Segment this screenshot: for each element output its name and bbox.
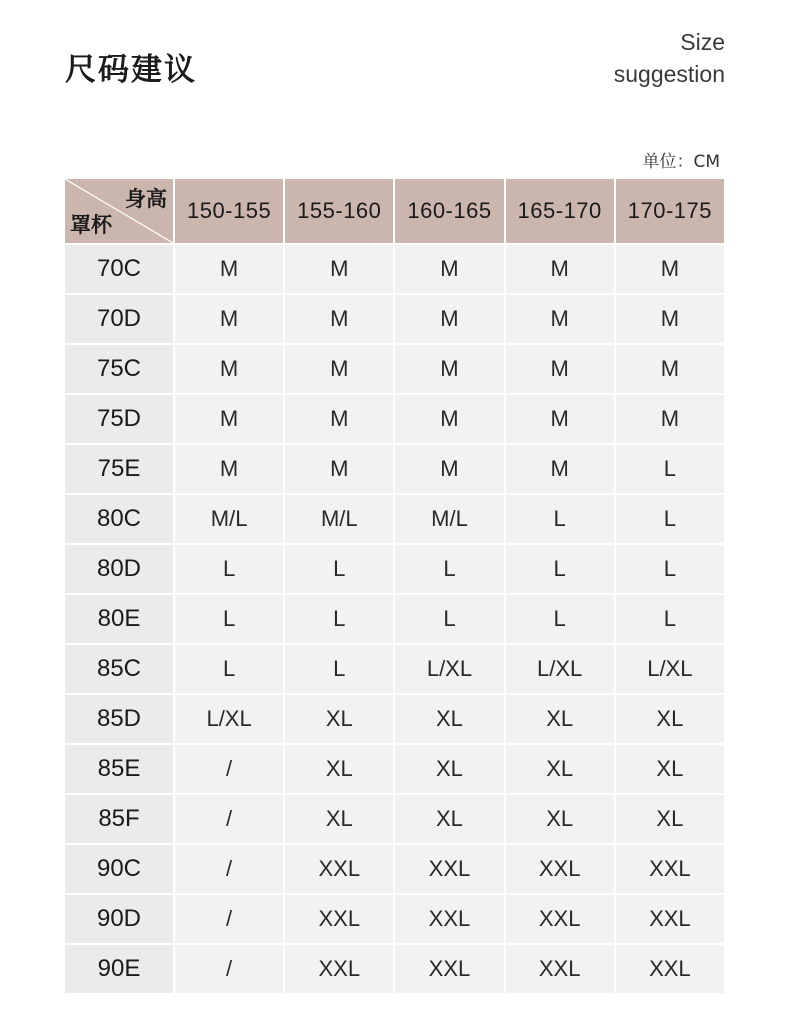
- cup-size-cell: 75D: [65, 395, 173, 443]
- cup-size-cell: 85D: [65, 695, 173, 743]
- table-header-row: [65, 179, 724, 243]
- size-cell: XL: [616, 745, 724, 793]
- size-cell: M: [285, 445, 393, 493]
- column-header: 160-165: [395, 179, 503, 243]
- size-cell: M: [175, 345, 283, 393]
- table-row: [65, 895, 724, 943]
- cup-size-cell: 80E: [65, 595, 173, 643]
- size-cell: M: [506, 395, 614, 443]
- cup-size-cell: 70D: [65, 295, 173, 343]
- column-header: 155-160: [285, 179, 393, 243]
- table-row: [65, 445, 724, 493]
- size-cell: M/L: [175, 495, 283, 543]
- table-row: [65, 695, 724, 743]
- size-cell: L: [175, 595, 283, 643]
- size-cell: XXL: [285, 845, 393, 893]
- size-cell: L: [395, 595, 503, 643]
- size-cell: M: [506, 345, 614, 393]
- size-cell: L: [616, 445, 724, 493]
- table-row: [65, 295, 724, 343]
- size-cell: XL: [506, 695, 614, 743]
- corner-cup-label: 罩杯: [70, 213, 112, 237]
- size-cell: L/XL: [616, 645, 724, 693]
- size-table: [63, 177, 726, 995]
- cup-size-cell: 70C: [65, 245, 173, 293]
- unit-label: 单位：CM: [642, 152, 720, 172]
- size-cell: XXL: [395, 945, 503, 993]
- table-row: [65, 395, 724, 443]
- size-cell: L: [506, 545, 614, 593]
- size-cell: XL: [285, 695, 393, 743]
- size-cell: M: [395, 295, 503, 343]
- size-cell: XXL: [395, 845, 503, 893]
- table-row: [65, 745, 724, 793]
- table-row: [65, 545, 724, 593]
- size-cell: XL: [285, 795, 393, 843]
- size-cell: XXL: [616, 945, 724, 993]
- cup-size-cell: 85C: [65, 645, 173, 693]
- size-cell: XXL: [506, 895, 614, 943]
- size-cell: L/XL: [175, 695, 283, 743]
- size-cell: XL: [616, 695, 724, 743]
- size-cell: XXL: [506, 845, 614, 893]
- size-cell: XL: [616, 795, 724, 843]
- size-cell: M: [506, 295, 614, 343]
- size-cell: M: [175, 245, 283, 293]
- size-cell: L: [616, 595, 724, 643]
- size-cell: XL: [506, 795, 614, 843]
- size-cell: L: [506, 495, 614, 543]
- table-body: [65, 245, 724, 993]
- size-cell: XXL: [506, 945, 614, 993]
- column-header: 150-155: [175, 179, 283, 243]
- cup-size-cell: 90C: [65, 845, 173, 893]
- size-cell: M: [175, 295, 283, 343]
- size-cell: XL: [506, 745, 614, 793]
- size-cell: XL: [395, 695, 503, 743]
- cup-size-cell: 90E: [65, 945, 173, 993]
- table-row: [65, 945, 724, 993]
- cup-size-cell: 80D: [65, 545, 173, 593]
- size-cell: M: [175, 395, 283, 443]
- size-cell: L: [175, 545, 283, 593]
- cup-size-cell: 80C: [65, 495, 173, 543]
- table-row: [65, 795, 724, 843]
- size-cell: L: [395, 545, 503, 593]
- size-cell: M/L: [285, 495, 393, 543]
- size-cell: L: [285, 545, 393, 593]
- size-cell: M: [506, 245, 614, 293]
- cup-size-cell: 85E: [65, 745, 173, 793]
- size-cell: /: [175, 795, 283, 843]
- table-row: [65, 345, 724, 393]
- corner-height-label: 身高: [125, 187, 167, 211]
- cup-size-cell: 85F: [65, 795, 173, 843]
- size-cell: M: [395, 395, 503, 443]
- size-cell: L: [616, 495, 724, 543]
- size-cell: M: [506, 445, 614, 493]
- size-cell: M: [175, 445, 283, 493]
- size-cell: L: [175, 645, 283, 693]
- subtitle-line-1: Size: [680, 29, 725, 55]
- page-subtitle: [614, 26, 725, 90]
- size-cell: L: [285, 645, 393, 693]
- size-cell: M: [616, 345, 724, 393]
- size-cell: M: [285, 245, 393, 293]
- corner-header: [65, 179, 173, 243]
- size-cell: M: [285, 295, 393, 343]
- size-cell: M/L: [395, 495, 503, 543]
- size-cell: XL: [285, 745, 393, 793]
- size-cell: XXL: [395, 895, 503, 943]
- size-cell: XL: [395, 795, 503, 843]
- size-cell: L: [285, 595, 393, 643]
- size-cell: L/XL: [395, 645, 503, 693]
- size-cell: /: [175, 745, 283, 793]
- size-cell: /: [175, 895, 283, 943]
- column-header: 170-175: [616, 179, 724, 243]
- size-cell: L: [616, 545, 724, 593]
- table-row: [65, 245, 724, 293]
- cup-size-cell: 75E: [65, 445, 173, 493]
- size-cell: XXL: [616, 895, 724, 943]
- size-cell: XXL: [285, 945, 393, 993]
- size-cell: M: [616, 295, 724, 343]
- subtitle-line-2: suggestion: [613, 61, 725, 87]
- page-title: 尺码建议: [65, 52, 197, 88]
- size-cell: /: [175, 845, 283, 893]
- size-cell: M: [395, 345, 503, 393]
- size-cell: M: [395, 445, 503, 493]
- size-cell: M: [285, 345, 393, 393]
- size-cell: XL: [395, 745, 503, 793]
- size-cell: M: [285, 395, 393, 443]
- column-header: 165-170: [506, 179, 614, 243]
- size-cell: M: [395, 245, 503, 293]
- cup-size-cell: 75C: [65, 345, 173, 393]
- size-cell: L/XL: [506, 645, 614, 693]
- table-row: [65, 595, 724, 643]
- size-cell: XXL: [285, 895, 393, 943]
- cup-size-cell: 90D: [65, 895, 173, 943]
- size-cell: /: [175, 945, 283, 993]
- table-row: [65, 645, 724, 693]
- table-row: [65, 495, 724, 543]
- size-cell: L: [506, 595, 614, 643]
- size-cell: M: [616, 395, 724, 443]
- size-cell: XXL: [616, 845, 724, 893]
- table-row: [65, 845, 724, 893]
- size-cell: M: [616, 245, 724, 293]
